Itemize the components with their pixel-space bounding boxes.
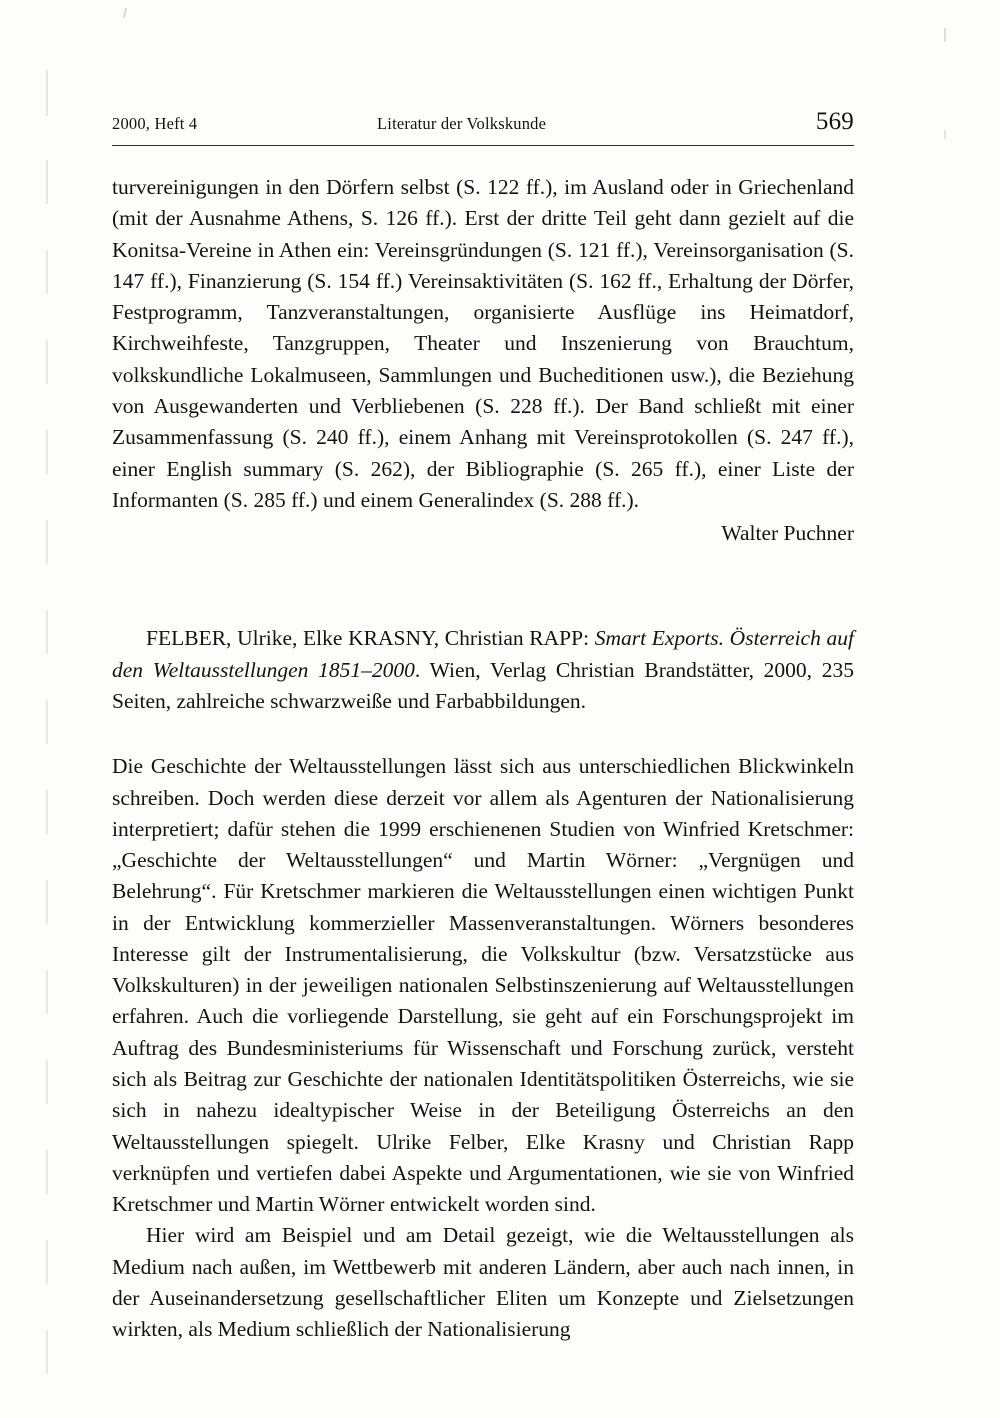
scan-edge-line — [46, 1060, 48, 1104]
scan-edge-line — [46, 520, 48, 564]
citation-authors: FELBER, Ulrike, Elke KRASNY, Christian RAPP: — [146, 626, 595, 651]
scan-edge-line — [46, 970, 48, 1014]
scan-edge-line — [46, 340, 48, 384]
section-gap — [112, 549, 854, 623]
review-two-paragraph-1: Die Geschichte der Weltausstellungen lässt sich aus unterschiedlichen Blickwinkeln schreiben. Doch werden diese derzeit vor allem als Agenturen der Nationalisierung interpretiert; dafür stehen die 1999 erschienenen Studien von Winfried Kretschmer: „Geschichte der Weltausstellungen“ und Martin Wörner: „Vergnügen und Belehrung“. Für Kretschmer markieren die Weltausstellungen einen wichtigen Punkt in der Entwicklung kommerzieller Massenveranstaltungen. Wörners besonderes Interesse gilt der Instrumentalisierung, die Volkskultur (bzw. Versatzstücke aus Volkskulturen) in der jeweiligen nationalen Selbstinszenierung auf Weltausstellungen erfahren. Auch die vorliegende Darstellung, sie geht auf ein Forschungsprojekt im Auftrag des Bundesministeriums für Wissenschaft und Forschung zurück, versteht sich als Beitrag zur Geschichte der nationalen Identitätspolitiken Österreichs, wie sie sich in nahezu idealtypischer Weise in der Beteiligung Österreichs an den Weltausstellungen spiegelt. Ulrike Felber, Elke Krasny und Christian Rapp verknüpfen und vertiefen dabei Aspekte und Argumentationen, wie sie von Winfried Kretschmer und Martin Wörner entwickelt worden sind. — [112, 754, 854, 1217]
scan-edge-line — [46, 1240, 48, 1284]
citation-gap — [112, 717, 854, 751]
scan-edge-line — [46, 430, 48, 474]
review-one-continuation: turvereinigungen in den Dörfern selbst (S. 122 ff.), im Ausland oder in Griechenland (mit der Ausnahme Athens, S. 126 ff.). Erst der dritte Teil geht dann gezielt auf die Konitsa-Vereine in Athen ein: Vereinsgründungen (S. 121 ff.), Vereinsorganisation (S. 147 ff.), Finanzierung (S. 154 ff.) Vereinsaktivitäten (S. 162 ff., Erhaltung der Dörfer, Festprogramm, Tanzveranstaltungen, organisierte Ausflüge ins Heimatdorf, Kirchweihfeste, Tanzgruppen, Theater und Inszenierung von Brauchtum, volkskundliche Lokalmuseen, Sammlungen und Bucheditionen usw.), die Beziehung von Ausgewanderten und Verbliebenen (S. 228 ff.). Der Band schließt mit einer Zusammenfassung (S. 240 ff.), einem Anhang mit Vereinsprotokollen (S. 247 ff.), einer English summary (S. 262), der Bibliographie (S. 265 ff.), einer Liste der Informanten (S. 285 ff.) und einem Generalindex (S. 288 ff.). — [112, 175, 854, 512]
scan-edge-line — [46, 70, 48, 116]
scan-edge-line — [46, 1150, 48, 1194]
header-rule — [112, 145, 854, 146]
scan-speckle — [944, 28, 946, 42]
scan-edge-line — [46, 790, 48, 834]
scan-edge-line — [46, 610, 48, 654]
scan-edge-line — [46, 700, 48, 744]
review-two-body — [112, 751, 854, 1345]
page-number: 569 — [815, 108, 854, 135]
scan-speckle — [123, 8, 127, 18]
issue-label: 2000, Heft 4 — [112, 114, 198, 133]
review-two-paragraph-2: Hier wird am Beispiel und am Detail gezeigt, wie die Weltausstellungen als Medium nach außen, im Wettbewerb mit anderen Ländern, aber auch nach innen, in der Auseinandersetzung gesellschaftlicher Eliten um Konzepte und Zielsetzungen wirkten, als Medium schließlich der Nationalisierung — [112, 1223, 854, 1342]
scan-speckle — [944, 130, 946, 139]
running-head — [112, 108, 854, 136]
section-title: Literatur der Volkskunde — [377, 114, 547, 133]
review-one-body — [112, 172, 854, 549]
scan-edge-line — [46, 250, 48, 294]
citation-title: Smart Exports. Österreich auf den Weltausstellungen 1851–2000 — [112, 626, 854, 682]
citation-imprint: . Wien, Verlag Christian Brandstätter, 2000, 235 Seiten, zahlreiche schwarzweiße und Farbabbildungen. — [112, 657, 854, 713]
page-content — [112, 108, 854, 1346]
scan-edge-line — [46, 1330, 48, 1374]
review-one-signature: Walter Puchner — [721, 521, 854, 546]
scan-edge-line — [46, 880, 48, 924]
review-two-citation — [112, 623, 854, 717]
scan-edge-line — [46, 160, 48, 204]
